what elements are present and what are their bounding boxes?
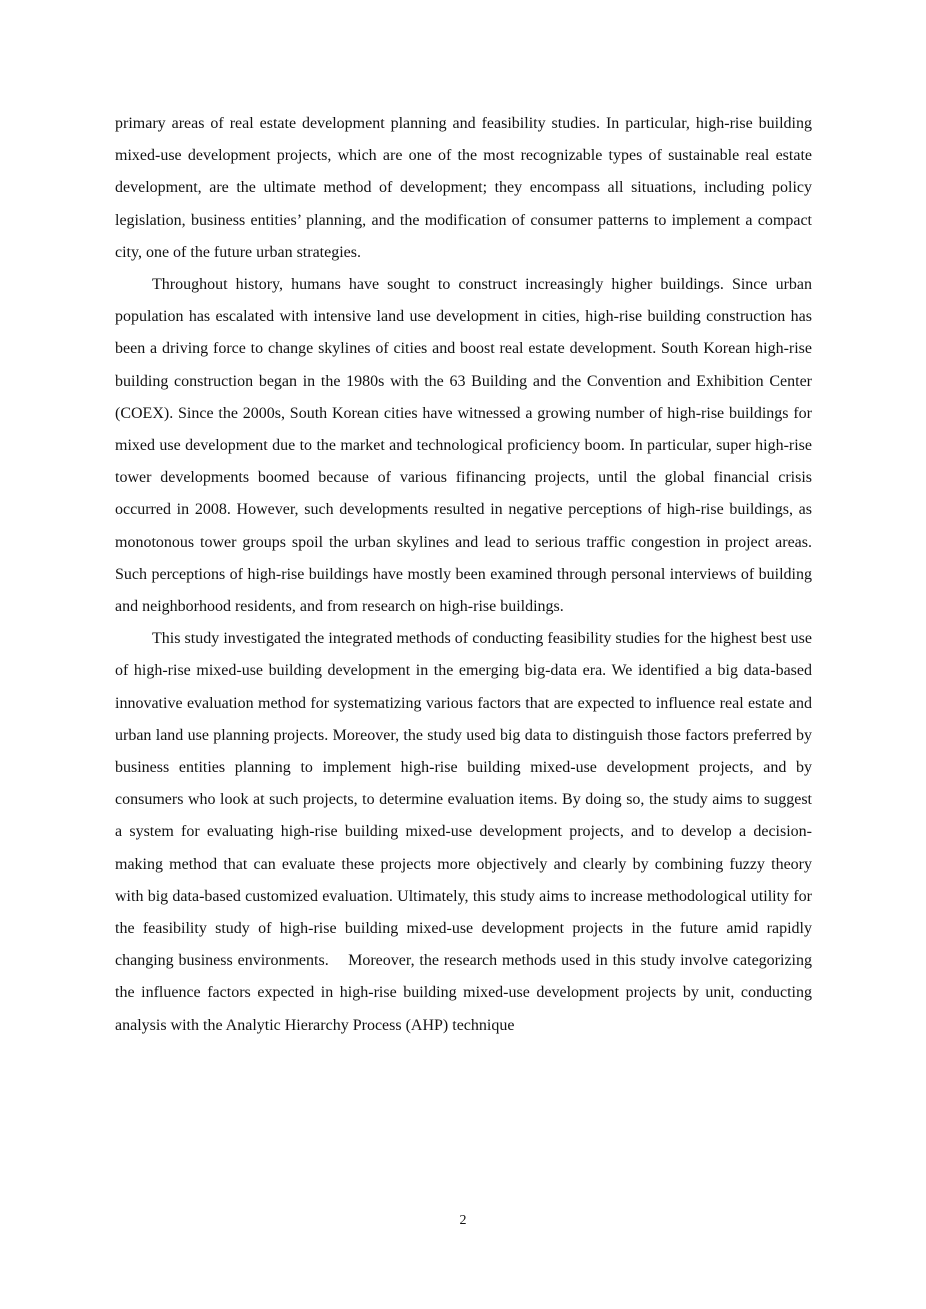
paragraph: primary areas of real estate development planning and feasibility studies. In particular, high-rise building mixed-use development projects, which are one of the most recognizable types of sustainable real estate development, are the ultimate method of development; they encompass all situations, including policy legislation, business entities’ planning, and the modification of consumer patterns to implement a compact city, one of the future urban strategies. xyxy=(115,115,812,261)
page-body xyxy=(115,108,812,1042)
page-number: 2 xyxy=(459,1213,467,1228)
paragraph: Throughout history, humans have sought to construct increasingly higher buildings. Since urban population has escalated with intensive land use development in cities, high-rise building construction has been a driving force to change skylines of cities and boost real estate development. South Korean high-rise building construction began in the 1980s with the 63 Building and the Convention and Exhibition Center (COEX). Since the 2000s, South Korean cities have witnessed a growing number of high-rise buildings for mixed use development due to the market and technological proficiency boom. In particular, super high-rise tower developments boomed because of various fifinancing projects, until the global financial crisis occurred in 2008. However, such developments resulted in negative perceptions of high-rise buildings, as monotonous tower groups spoil the urban skylines and lead to serious traffic congestion in project areas. Such perceptions of high-rise buildings have mostly been examined through personal interviews of building and neighborhood residents, and from research on high-rise buildings. xyxy=(115,276,812,616)
paragraph: This study investigated the integrated methods of conducting feasibility studies for the highest best use of high-rise mixed-use building development in the emerging big-data era. We identified a big data-based innovative evaluation method for systematizing various factors that are expected to influence real estate and urban land use planning projects. Moreover, the study used big data to distinguish those factors preferred by business entities planning to implement high-rise building mixed-use development projects, and by consumers who look at such projects, to determine evaluation items. By doing so, the study aims to suggest a system for evaluating high-rise building mixed-use development projects, and to develop a decision-making method that can evaluate these projects more objectively and clearly by combining fuzzy theory with big data-based customized evaluation. Ultimately, this study aims to increase methodological utility for the feasibility study of high-rise building mixed-use development projects in the future amid rapidly changing business environments. Moreover, the research methods used in this study involve categorizing the influence factors expected in high-rise building mixed-use development projects by unit, conducting analysis with the Analytic Hierarchy Process (AHP) technique xyxy=(115,630,812,1034)
